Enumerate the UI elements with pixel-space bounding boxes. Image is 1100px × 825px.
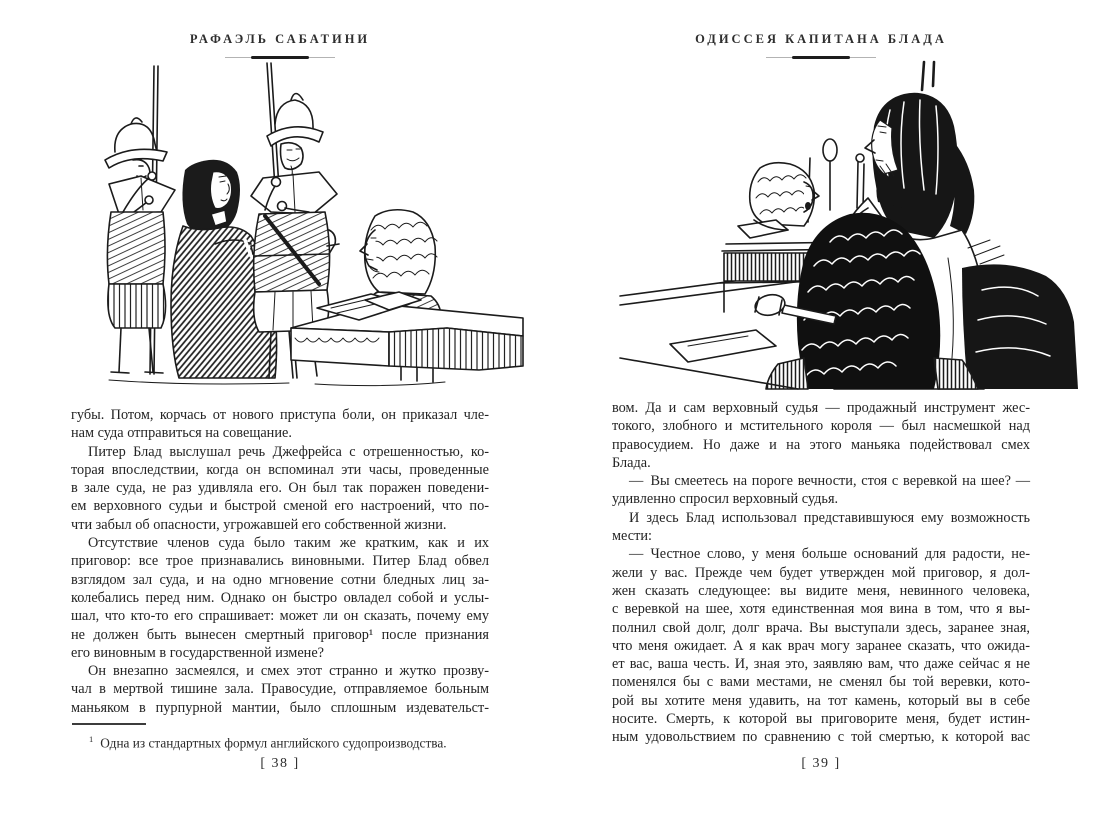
text-line: маньяком в пурпурной мантии, было сплошным издевательст-: [71, 699, 489, 716]
text-line: ным удовольствием по сравнению с той смертью, к которой вас: [612, 729, 1030, 746]
text-line: — Вы смеетесь на пороге вечности, стоя с веревкой на шее? —: [629, 473, 1030, 490]
page-number-right: [ 39 ]: [801, 756, 841, 771]
footnote: [71, 731, 489, 751]
text-line: торая впоследствии, когда он вспоминал эти часы, проведенные: [71, 461, 489, 478]
text-line: Блада.: [612, 454, 651, 471]
text-line: чти забыл об опасности, угрожавшей его собственной жизни.: [71, 516, 447, 533]
text-line: в зале суда, не раз удивляла его. Он был так поражен поведени-: [71, 480, 489, 497]
text-line: приговор: все трое признавались виновными. Питер Блад обвел: [71, 553, 489, 570]
text-line: мести:: [612, 528, 652, 545]
text-line: Отсутствие членов суда было таким же кратким, как и их: [88, 535, 489, 552]
illustration-guards-blood-judge: [79, 60, 534, 392]
footnote-marker: 1: [89, 734, 94, 744]
page-left: [71, 0, 489, 825]
text-line: чал в мертвой тишине зала. Правосудие, отправляемое больным: [71, 681, 489, 698]
text-line: вом. Да и сам верховный судья — продажный инструмент жес-: [612, 400, 1030, 416]
text-line: не должен быть вынесен смертный приговор¹ после признания: [71, 626, 489, 643]
text-line: правосудием. Но даже и на этого маньяка подействовал смех: [612, 436, 1030, 453]
text-line: колебались перед ним. Однако он быстро овладел собой и услы-: [71, 589, 489, 606]
text-line: И здесь Блад использовал представившуюся ему возможность: [629, 509, 1030, 526]
text-line: носите. Смерть, к которой вы приговорите меня, будет истин-: [612, 711, 1030, 728]
text-line: его виновным в государственной измене?: [71, 644, 325, 661]
text-line: удивленно спросил верховный судья.: [612, 491, 839, 508]
text-line: нам суда отправиться на совещание.: [71, 425, 292, 442]
illustration-judges-bench-wigs: [618, 58, 1083, 390]
text-line: шал, что кто-то его спрашивает: может ли он сказать, почему ему: [71, 608, 489, 625]
text-line: Он внезапно засмеялся, и смех этот странно и жутко прозву-: [88, 663, 489, 680]
running-head-title: ОДИССЕЯ КАПИТАНА БЛАДА: [695, 32, 947, 46]
text-line: губы. Потом, корчась от нового приступа боли, он приказал чле-: [71, 407, 489, 423]
header-rule: [225, 56, 335, 59]
text-line: жен сказать следующее: вы видите меня, невинного человека,: [612, 582, 1030, 599]
body-text-left: [71, 406, 489, 717]
text-line: Питер Блад выслушал речь Джефрейса с отрешенностью, ко-: [88, 443, 489, 460]
text-line: ем верховного судьи и быстрой сменой его настроений, что по-: [71, 498, 489, 515]
text-line: поменялся бы с вами местами, не сменял бы той веревки, кото-: [612, 674, 1030, 691]
text-line: ет вас, ваша честь. И, зная это, заявляю вам, что даже сейчас я не: [612, 656, 1030, 673]
text-line: — Честное слово, у меня больше оснований для радости, не-: [629, 546, 1030, 563]
page-right: [612, 0, 1030, 825]
text-line: взглядом зал суда, и на одно мгновение сотни бледных лиц за-: [71, 571, 489, 588]
footnote-text: Одна из стандартных формул английского судопроизводства.: [100, 735, 447, 751]
text-line: токого, злобного и мстительного короля — был насмешкой над: [612, 418, 1030, 435]
text-line: полнил свой долг, долг врача. Вы выступали здесь, заранее зная,: [612, 619, 1030, 636]
running-head-author: РАФАЭЛЬ САБАТИНИ: [189, 32, 371, 46]
text-line: что меня ожидает. А я как врач могу заранее сказать, что ожида-: [612, 637, 1030, 654]
body-text-right: [612, 399, 1030, 747]
footnote-rule: [72, 723, 146, 725]
text-line: с веревкой на шее, хотя единственная моя вина в том, что я вы-: [612, 601, 1030, 618]
page-number-left: [ 38 ]: [260, 756, 300, 771]
text-line: рой вы хотите меня удавить, на тот камень, который вы в себе: [612, 692, 1030, 709]
text-line: жели у вас. Прежде чем будет утвержден мой приговор, я дол-: [612, 564, 1030, 581]
